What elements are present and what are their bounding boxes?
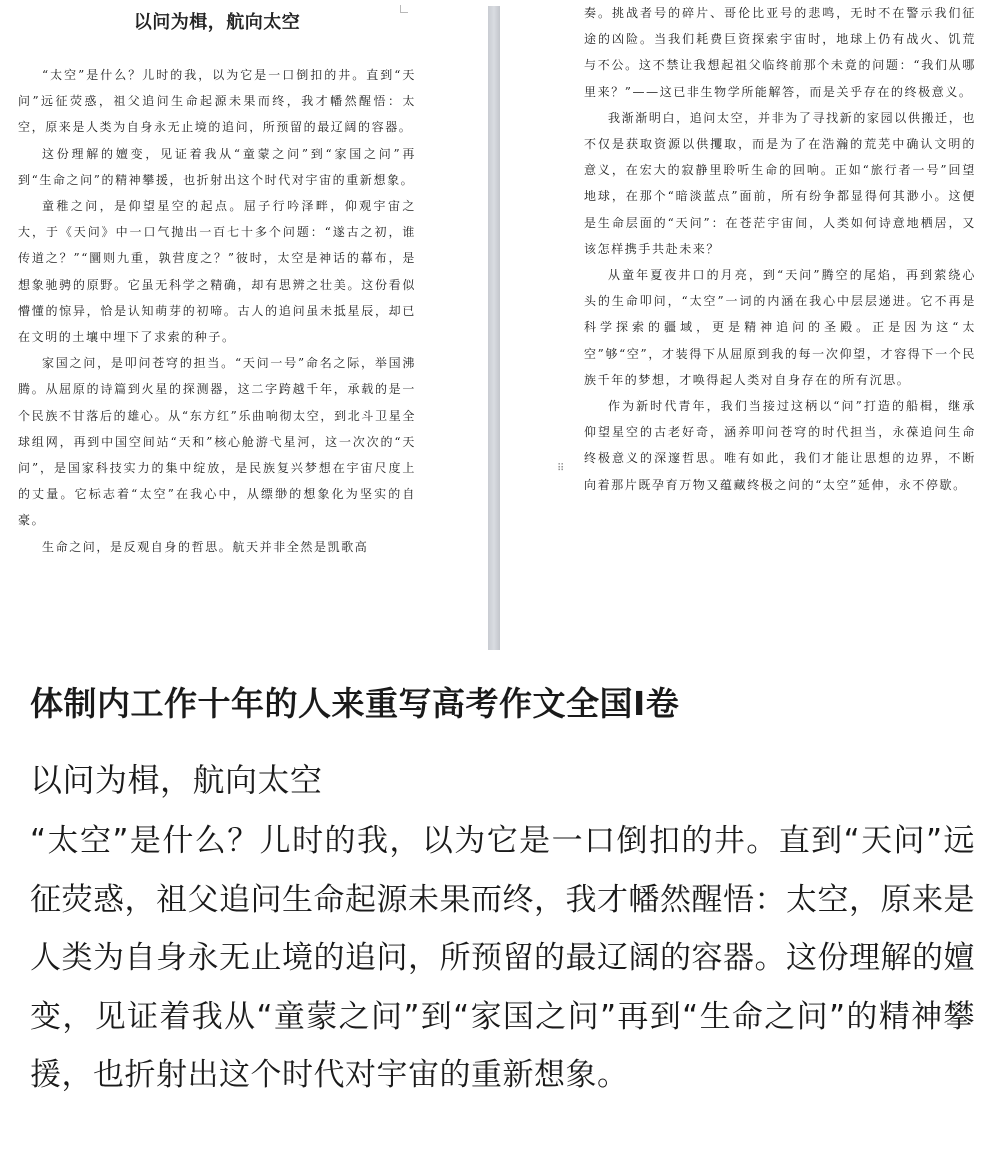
paragraph: 作为新时代青年，我们当接过这柄以“问”打造的船楫，继承仰望星空的古老好奇，涵养叩问苍穹的时代担当，永葆追问生命终极意义的深邃哲思。唯有如此，我们才能让思想的边界，不断向着那片既孕育万物又蕴藏终极之问的“太空”延伸，永不停歇。 [584, 399, 976, 492]
document-title: 以问为楫，航向太空 [133, 12, 301, 33]
paragraph: “太空”是什么？儿时的我，以为它是一口倒扣的井。直到“天问”远征荧惑，祖父追问生命起源未果而终，我才幡然醒悟：太空，原来是人类为自身永无止境的追问，所预留的最辽阔的容器。 [18, 68, 416, 135]
paragraph: 这份理解的嬗变，见证着我从“童蒙之问”到“家国之问”再到“生命之问”的精神攀援，也折射出这个时代对宇宙的重新想象。 [18, 146, 416, 187]
post-caption: 体制内工作十年的人来重写高考作文全国I卷 [30, 684, 680, 723]
document-page-right [584, 0, 976, 650]
paragraph: 我渐渐明白，追问太空，并非为了寻找新的家园以供搬迁，也不仅是获取资源以供攫取，而是为了在浩瀚的荒芜中确认文明的意义，在宏大的寂静里聆听生命的回响。正如“旅行者一号”回望地球，在那个“暗淡蓝点”面前，所有纷争都显得何其渺小。这便是生命层面的“天问”：在苍茫宇宙间，人类如何诗意地栖居，又该怎样携手共赴未来？ [584, 110, 976, 256]
paragraph: 从童年夏夜井口的月亮，到“天问”腾空的尾焰，再到萦绕心头的生命叩问，“太空”一词的内涵在我心中层层递进。它不再是科学探索的疆域，更是精神追问的圣殿。正是因为这“太空”够“空”，才装得下从屈原到我的每一次仰望，才容得下一个民族千年的梦想，才唤得起人类对自身存在的所有沉思。 [584, 268, 976, 387]
page-gutter [488, 6, 500, 650]
paragraph: 生命之问，是反观自身的哲思。航天并非全然是凯歌高 [42, 539, 369, 554]
paragraph: 童稚之问，是仰望星空的起点。屈子行吟泽畔，仰观宇宙之大，于《天问》中一口气抛出一百七十多个问题：“遂古之初，谁传道之？”“圜则九重，孰营度之？”彼时，太空是神话的幕布，是想象驰骋的原野。它虽无科学之精确，却有思辨之壮美。这份看似懵懂的惊异，恰是认知萌芽的初啼。古人的追问虽未抵星辰，却已在文明的土壤中埋下了求索的种子。 [18, 199, 416, 345]
paragraph: 奏。挑战者号的碎片、哥伦比亚号的悲鸣，无时不在警示我们征途的凶险。当我们耗费巨资探索宇宙时，地球上仍有战火、饥荒与不公。这不禁让我想起祖父临终前那个未竟的问题：“我们从哪里来？”——这已非生物学所能解答，而是关乎存在的终极意义。 [584, 6, 976, 99]
essay-title: 以问为楫，航向太空 [30, 761, 323, 799]
drag-handle-icon[interactable]: ⠿ [557, 463, 565, 474]
document-page-left [18, 0, 416, 650]
essay-body: “太空”是什么？儿时的我，以为它是一口倒扣的井。直到“天问”远征荧惑，祖父追问生命起源未果而终，我才幡然醒悟：太空，原来是人类为自身永无止境的追问，所预留的最辽阔的容器。这份理解的嬗变，见证着我从“童蒙之问”到“家国之问”再到“生命之问”的精神攀援，也折射出这个时代对宇宙的重新想象。 [30, 823, 975, 1093]
paragraph: 家国之问，是叩问苍穹的担当。“天问一号”命名之际，举国沸腾。从屈原的诗篇到火星的探测器，这二字跨越千年，承载的是一个民族不甘落后的雄心。从“东方红”乐曲响彻太空，到北斗卫星全球组网，再到中国空间站“天和”核心舱游弋星河，这一次次的“天问”，是国家科技实力的集中绽放，是民族复兴梦想在宇宙尺度上的丈量。它标志着“太空”在我心中，从缥缈的想象化为坚实的自豪。 [18, 356, 416, 528]
